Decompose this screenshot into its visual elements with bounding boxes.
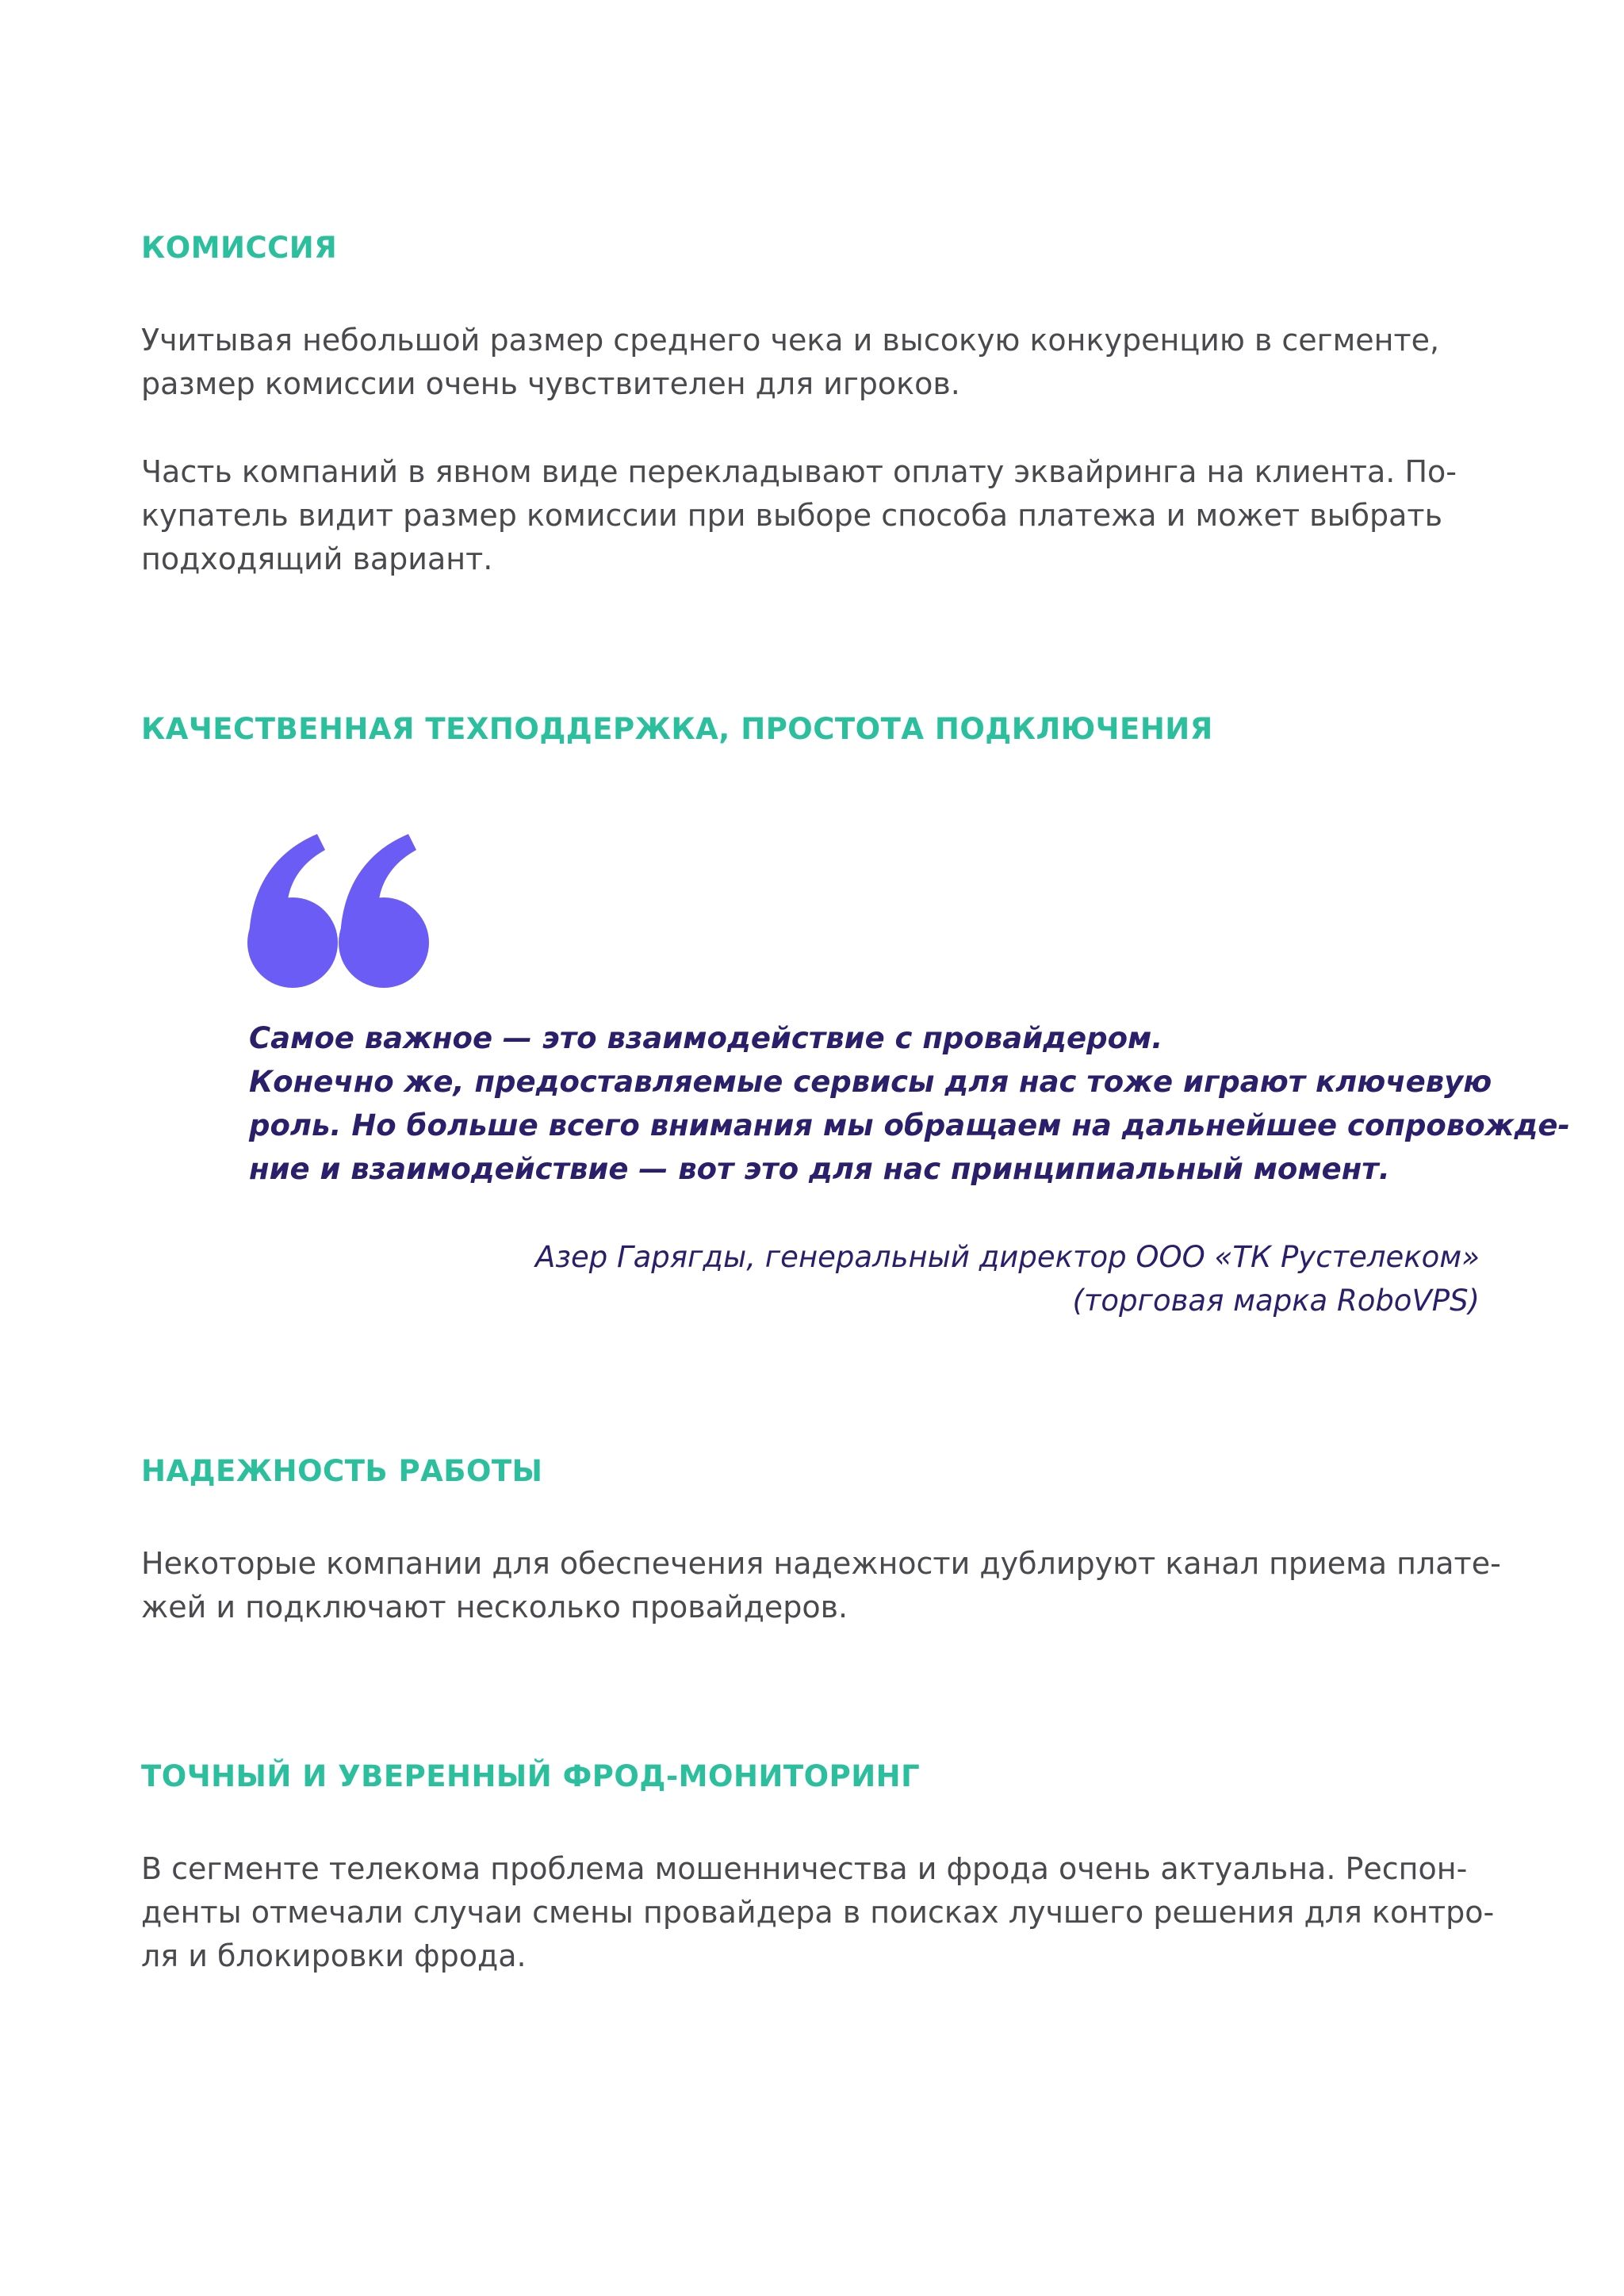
text-line: ля и блокировки фрода. (141, 1938, 527, 1973)
text-line: Некоторые компании для обеспечения надежности дублируют канал приема плате- (141, 1546, 1501, 1581)
reliability-paragraph (141, 1542, 1537, 1629)
quote-mark-icon (247, 829, 430, 988)
fraud-paragraph (141, 1847, 1537, 1978)
text-line: жей и подключают несколько провайдеров. (141, 1590, 848, 1624)
attribution-line: (торговая марка RoboVPS) (1072, 1284, 1480, 1318)
text-line: размер комиссии очень чувствителен для игроков. (141, 366, 960, 401)
text-line: Часть компаний в явном виде перекладывают оплату эквайринга на клиента. По- (141, 454, 1457, 489)
section-heading-support: КАЧЕСТВЕННАЯ ТЕХПОДДЕРЖКА, ПРОСТОТА ПОДКЛЮЧЕНИЯ (141, 712, 1213, 746)
text-line: В сегменте телекома проблема мошенничества и фрода очень актуальна. Респон- (141, 1851, 1468, 1886)
section-heading-fraud-monitoring: ТОЧНЫЙ И УВЕРЕННЫЙ ФРОД-МОНИТОРИНГ (141, 1759, 921, 1793)
quote-attribution (535, 1235, 1480, 1322)
text-line: купатель видит размер комиссии при выборе способа платежа и может выбрать (141, 498, 1442, 533)
quote-line: Самое важное — это взаимодействие с провайдером. (249, 1021, 1163, 1055)
section-heading-commission: КОМИССИЯ (141, 231, 338, 265)
commission-paragraph-1 (141, 319, 1537, 406)
attribution-line: Азер Гарягды, генеральный директор ООО «ТК Рустелеком» (534, 1240, 1480, 1274)
quote-text (249, 1016, 1570, 1191)
text-line: денты отмечали случаи смены провайдера в поисках лучшего решения для контро- (141, 1895, 1495, 1930)
quote-line: роль. Но больше всего внимания мы обращаем на дальнейшее сопровожде- (249, 1108, 1570, 1142)
text-line: Учитывая небольшой размер среднего чека и высокую конкуренцию в сегменте, (141, 323, 1440, 358)
commission-paragraph-2 (141, 450, 1537, 581)
quote-line: ние и взаимодействие — вот это для нас принципиальный момент. (249, 1152, 1390, 1186)
section-heading-reliability: НАДЕЖНОСТЬ РАБОТЫ (141, 1454, 543, 1488)
quote-line: Конечно же, предоставляемые сервисы для нас тоже играют ключевую (249, 1065, 1492, 1099)
text-line: подходящий вариант. (141, 541, 493, 576)
